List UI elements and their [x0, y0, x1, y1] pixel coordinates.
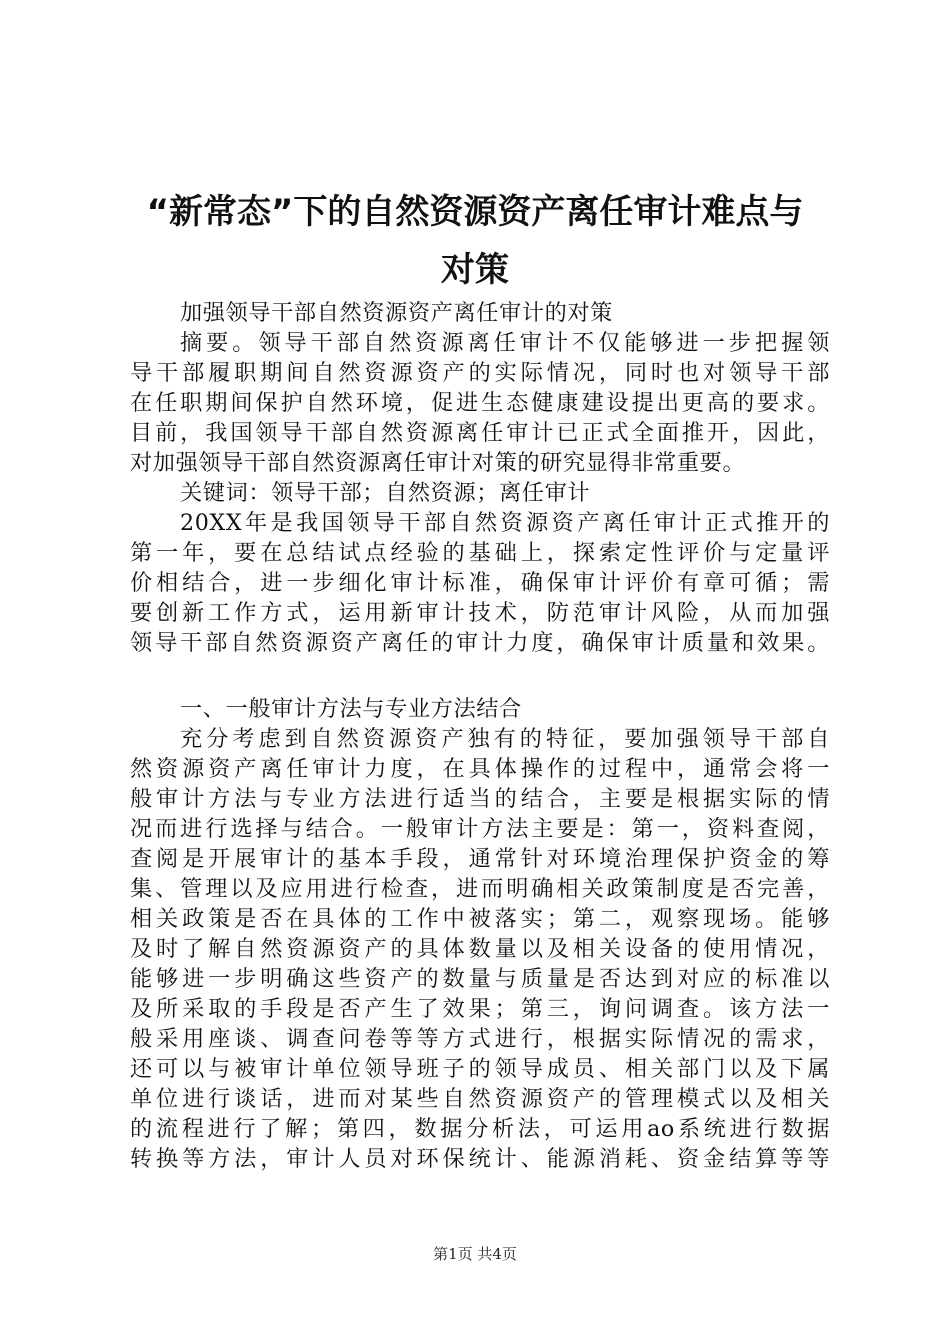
- document-title-line-1: “新常态”下的自然资源资产离任审计难点与: [146, 192, 804, 232]
- abstract-line: 对加强领导干部自然资源离任审计对策的研究显得非常重要。: [130, 450, 746, 476]
- abstract-line: 目前，我国领导干部自然资源离任审计已正式全面推开，因此，: [130, 420, 830, 446]
- section-line: 单位进行谈话，进而对某些自然资源资产的管理模式以及相关: [130, 1086, 830, 1112]
- subtitle: 加强领导干部自然资源资产离任审计的对策: [180, 300, 613, 326]
- keywords: 关键词：领导干部；自然资源；离任审计: [180, 480, 591, 506]
- section-line: 能够进一步明确这些资产的数量与质量是否达到对应的标准以: [130, 966, 830, 992]
- abstract-line: 导干部履职期间自然资源资产的实际情况，同时也对领导干部: [130, 360, 830, 386]
- intro-line: 领导干部自然资源资产离任的审计力度，确保审计质量和效果。: [130, 630, 830, 656]
- section-line: 转换等方法，审计人员对环保统计、能源消耗、资金结算等等: [130, 1146, 830, 1172]
- section-line: 相关政策是否在具体的工作中被落实；第二，观察现场。能够: [130, 906, 830, 932]
- intro-line: 20XX年是我国领导干部自然资源资产离任审计正式推开的: [180, 510, 830, 536]
- section-line: 般采用座谈、调查问卷等等方式进行，根据实际情况的需求，: [130, 1026, 830, 1052]
- document-title-line-2: 对策: [441, 250, 509, 290]
- intro-line: 要创新工作方式，运用新审计技术，防范审计风险，从而加强: [130, 600, 830, 626]
- section-line: 及所采取的手段是否产生了效果；第三，询问调查。该方法一: [130, 996, 830, 1022]
- section-line: 况而进行选择与结合。一般审计方法主要是：第一，资料查阅，: [130, 816, 830, 842]
- section-line: 还可以与被审计单位领导班子的领导成员、相关部门以及下属: [130, 1056, 830, 1082]
- page-indicator: 第1页 共4页: [433, 1245, 517, 1263]
- abstract-line: 摘要。领导干部自然资源离任审计不仅能够进一步把握领: [180, 330, 830, 356]
- section-heading: 一、一般审计方法与专业方法结合: [180, 696, 522, 722]
- section-line: 充分考虑到自然资源资产独有的特征，要加强领导干部自: [180, 726, 830, 752]
- paragraph-gap: [130, 658, 830, 694]
- intro-line: 价相结合，进一步细化审计标准，确保审计评价有章可循；需: [130, 570, 830, 596]
- intro-line: 第一年，要在总结试点经验的基础上，探索定性评价与定量评: [130, 540, 830, 566]
- section-line: 般审计方法与专业方法进行适当的结合，主要是根据实际的情: [130, 786, 830, 812]
- section-line: 的流程进行了解；第四，数据分析法，可运用ao系统进行数据: [130, 1116, 830, 1142]
- document-body: [130, 298, 830, 1174]
- abstract-line: 在任职期间保护自然环境，促进生态健康建设提出更高的要求。: [130, 390, 830, 416]
- section-line: 集、管理以及应用进行检查，进而明确相关政策制度是否完善，: [130, 876, 830, 902]
- section-line: 及时了解自然资源资产的具体数量以及相关设备的使用情况，: [130, 936, 830, 962]
- section-line: 查阅是开展审计的基本手段，通常针对环境治理保护资金的筹: [130, 846, 830, 872]
- section-line: 然资源资产离任审计力度，在具体操作的过程中，通常会将一: [130, 756, 830, 782]
